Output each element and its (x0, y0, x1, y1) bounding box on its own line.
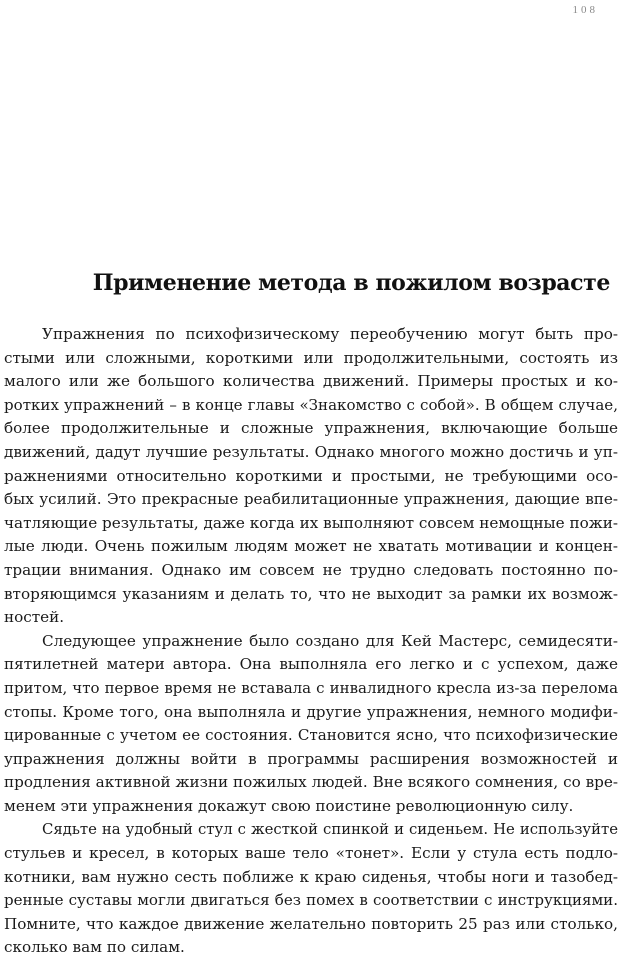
text-line: притом, что первое время не вставала с инвалидного кресла из-за перелома (4, 678, 618, 697)
text-line: стопы. Кроме того, она выполняла и другие упражнения, немного модифи- (4, 702, 618, 721)
text-line: движений, дадут лучшие результаты. Однако многого можно достичь и уп- (4, 442, 618, 461)
text-line: менем эти упражнения докажут свою поистине революционную силу. (4, 796, 574, 815)
text-line: Следующее упражнение было создано для Кей Мастерс, семидесяти- (42, 631, 618, 650)
text-line: цированные с учетом ее состояния. Становится ясно, что психофизические (4, 726, 618, 745)
text-line: пятилетней матери автора. Она выполняла его легко и с успехом, даже (4, 655, 618, 674)
page-number: 108 (572, 4, 598, 16)
paragraph-2 (4, 630, 618, 819)
text-line: чатляющие результаты, даже когда их выполняют совсем немощные пожи- (4, 513, 618, 532)
text-line: сколько вам по силам. (4, 938, 185, 957)
text-line: упражнения должны войти в программы расширения возможностей и (4, 749, 618, 768)
text-line: вторяющимся указаниям и делать то, что не выходит за рамки их возмож- (4, 584, 618, 603)
text-line: Упражнения по психофизическому переобучению могут быть про- (42, 325, 618, 343)
text-line: ренные суставы могли двигаться без помех в соответствии с инструкциями. (4, 891, 618, 910)
text-line: трации внимания. Однако им совсем не трудно следовать постоянно по- (4, 560, 618, 579)
text-line: Сядьте на удобный стул с жесткой спинкой и сиденьем. Не используйте (42, 821, 618, 839)
text-line: ностей. (4, 608, 65, 627)
body-text (4, 323, 618, 960)
paragraph-3 (4, 818, 618, 960)
text-line: стульев и кресел, в которых ваше тело «тонет». Если у стула есть подло- (4, 844, 618, 863)
text-line: ражнениями относительно короткими и простыми, не требующими осо- (4, 466, 618, 485)
text-line: котники, вам нужно сесть поближе к краю сиденья, чтобы ноги и тазобед- (4, 867, 618, 886)
text-line: бых усилий. Это прекрасные реабилитационные упражнения, дающие впе- (4, 490, 618, 509)
text-line: малого или же большого количества движений. Примеры простых и ко- (4, 372, 618, 391)
text-line: ротких упражнений – в конце главы «Знакомство с собой». В общем случае, (4, 395, 618, 414)
paragraph-1 (4, 323, 618, 630)
text-line: более продолжительные и сложные упражнения, включающие больше (4, 419, 618, 438)
text-line: Помните, что каждое движение желательно повторить 25 раз или столько, (4, 914, 618, 933)
text-line: продления активной жизни пожилых людей. Вне всякого сомнения, со вре- (4, 773, 618, 792)
text-line: стыми или сложными, короткими или продолжительными, состоять из (4, 348, 618, 367)
section-heading: Применение метода в пожилом возрасте (92, 270, 610, 296)
text-line: лые люди. Очень пожилым людям может не хватать мотивации и концен- (4, 537, 618, 556)
